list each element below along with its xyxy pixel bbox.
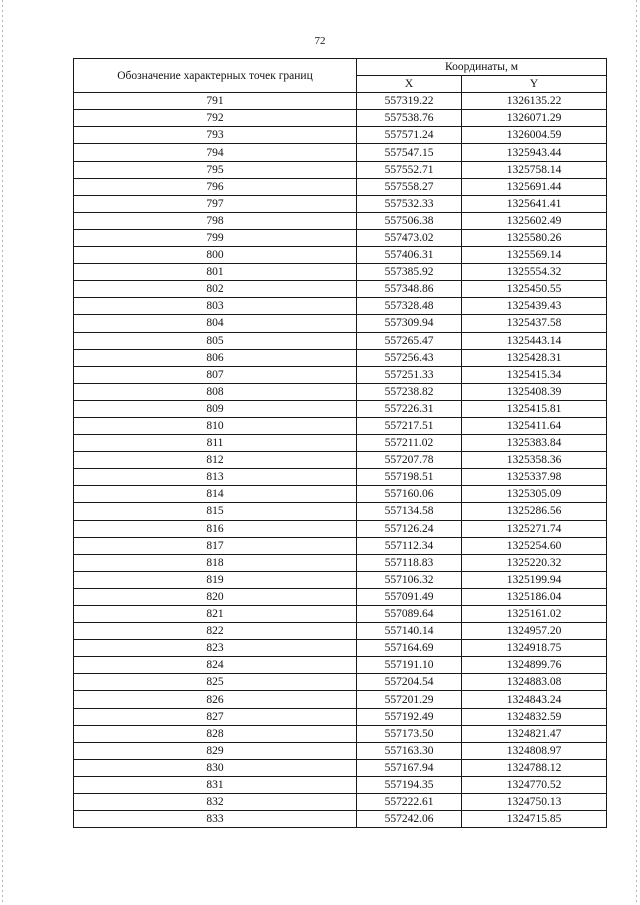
table-row <box>74 794 607 811</box>
cell-x: 557217.51 <box>357 417 462 434</box>
cell-x: 557126.24 <box>357 520 462 537</box>
cell-y: 1326135.22 <box>462 93 607 110</box>
cell-point: 798 <box>74 212 357 229</box>
cell-y: 1324715.85 <box>462 811 607 828</box>
table-row <box>74 400 607 417</box>
table-row <box>74 486 607 503</box>
cell-x: 557192.49 <box>357 708 462 725</box>
cell-x: 557538.76 <box>357 110 462 127</box>
cell-x: 557191.10 <box>357 657 462 674</box>
table-row <box>74 725 607 742</box>
cell-x: 557552.71 <box>357 161 462 178</box>
cell-y: 1325428.31 <box>462 349 607 366</box>
cell-y: 1325415.34 <box>462 366 607 383</box>
cell-point: 811 <box>74 435 357 452</box>
cell-y: 1325641.41 <box>462 195 607 212</box>
cell-point: 812 <box>74 452 357 469</box>
table-row <box>74 811 607 828</box>
cell-point: 799 <box>74 229 357 246</box>
table-row <box>74 110 607 127</box>
cell-point: 814 <box>74 486 357 503</box>
table-row <box>74 606 607 623</box>
cell-y: 1325569.14 <box>462 247 607 264</box>
cell-point: 807 <box>74 366 357 383</box>
table-row <box>74 144 607 161</box>
cell-y: 1325411.64 <box>462 417 607 434</box>
cell-y: 1325443.14 <box>462 332 607 349</box>
cell-point: 791 <box>74 93 357 110</box>
table-row <box>74 247 607 264</box>
cell-point: 819 <box>74 571 357 588</box>
cell-x: 557211.02 <box>357 435 462 452</box>
cell-x: 557089.64 <box>357 606 462 623</box>
table-row <box>74 366 607 383</box>
cell-y: 1325383.84 <box>462 435 607 452</box>
cell-point: 817 <box>74 537 357 554</box>
cell-x: 557558.27 <box>357 178 462 195</box>
cell-y: 1324821.47 <box>462 725 607 742</box>
cell-point: 816 <box>74 520 357 537</box>
cell-point: 825 <box>74 674 357 691</box>
cell-x: 557134.58 <box>357 503 462 520</box>
cell-point: 832 <box>74 794 357 811</box>
cell-x: 557385.92 <box>357 264 462 281</box>
cell-x: 557473.02 <box>357 229 462 246</box>
cell-y: 1325758.14 <box>462 161 607 178</box>
cell-y: 1325554.32 <box>462 264 607 281</box>
table-row <box>74 264 607 281</box>
cell-x: 557547.15 <box>357 144 462 161</box>
cell-x: 557238.82 <box>357 383 462 400</box>
cell-point: 818 <box>74 554 357 571</box>
cell-point: 821 <box>74 606 357 623</box>
scan-edge-right <box>636 0 637 905</box>
coordinates-table <box>73 58 607 828</box>
table-row <box>74 281 607 298</box>
table-body <box>74 93 607 828</box>
header-y: Y <box>462 76 607 93</box>
cell-y: 1324808.97 <box>462 742 607 759</box>
cell-point: 792 <box>74 110 357 127</box>
table-row <box>74 417 607 434</box>
header-points: Обозначение характерных точек границ <box>74 59 357 93</box>
cell-point: 833 <box>74 811 357 828</box>
cell-y: 1325408.39 <box>462 383 607 400</box>
table-row <box>74 383 607 400</box>
cell-point: 828 <box>74 725 357 742</box>
cell-x: 557194.35 <box>357 776 462 793</box>
table-row <box>74 229 607 246</box>
cell-y: 1325337.98 <box>462 469 607 486</box>
table-row <box>74 691 607 708</box>
cell-point: 805 <box>74 332 357 349</box>
table-row <box>74 452 607 469</box>
table-row <box>74 554 607 571</box>
cell-x: 557198.51 <box>357 469 462 486</box>
cell-point: 796 <box>74 178 357 195</box>
cell-y: 1324883.08 <box>462 674 607 691</box>
header-x: X <box>357 76 462 93</box>
cell-x: 557226.31 <box>357 400 462 417</box>
cell-y: 1325161.02 <box>462 606 607 623</box>
cell-point: 829 <box>74 742 357 759</box>
cell-point: 830 <box>74 759 357 776</box>
cell-y: 1325415.81 <box>462 400 607 417</box>
cell-x: 557173.50 <box>357 725 462 742</box>
table-row <box>74 674 607 691</box>
table-row <box>74 742 607 759</box>
cell-x: 557328.48 <box>357 298 462 315</box>
cell-y: 1325691.44 <box>462 178 607 195</box>
table-row <box>74 759 607 776</box>
table-row <box>74 469 607 486</box>
cell-x: 557163.30 <box>357 742 462 759</box>
cell-y: 1325199.94 <box>462 571 607 588</box>
cell-x: 557164.69 <box>357 640 462 657</box>
table-row <box>74 537 607 554</box>
table-row <box>74 503 607 520</box>
cell-x: 557506.38 <box>357 212 462 229</box>
cell-point: 826 <box>74 691 357 708</box>
cell-point: 824 <box>74 657 357 674</box>
table-row <box>74 315 607 332</box>
cell-x: 557309.94 <box>357 315 462 332</box>
cell-x: 557167.94 <box>357 759 462 776</box>
table-row <box>74 657 607 674</box>
table-row <box>74 708 607 725</box>
cell-x: 557201.29 <box>357 691 462 708</box>
cell-x: 557106.32 <box>357 571 462 588</box>
cell-point: 808 <box>74 383 357 400</box>
cell-y: 1325450.55 <box>462 281 607 298</box>
cell-y: 1325220.32 <box>462 554 607 571</box>
scan-edge-left <box>2 0 3 905</box>
cell-point: 815 <box>74 503 357 520</box>
cell-y: 1325602.49 <box>462 212 607 229</box>
cell-point: 823 <box>74 640 357 657</box>
table-row <box>74 93 607 110</box>
cell-y: 1325271.74 <box>462 520 607 537</box>
cell-y: 1325437.58 <box>462 315 607 332</box>
cell-y: 1325943.44 <box>462 144 607 161</box>
cell-y: 1324832.59 <box>462 708 607 725</box>
cell-point: 810 <box>74 417 357 434</box>
table-header <box>74 59 607 93</box>
cell-x: 557207.78 <box>357 452 462 469</box>
cell-y: 1325186.04 <box>462 588 607 605</box>
table-row <box>74 776 607 793</box>
cell-x: 557112.34 <box>357 537 462 554</box>
cell-x: 557160.06 <box>357 486 462 503</box>
table-row <box>74 588 607 605</box>
cell-point: 809 <box>74 400 357 417</box>
table-row <box>74 571 607 588</box>
cell-x: 557204.54 <box>357 674 462 691</box>
table-row <box>74 161 607 178</box>
table-row <box>74 520 607 537</box>
table-row <box>74 195 607 212</box>
cell-point: 822 <box>74 623 357 640</box>
cell-x: 557140.14 <box>357 623 462 640</box>
table-row <box>74 212 607 229</box>
header-coordinates: Координаты, м <box>357 59 607 76</box>
table-row <box>74 178 607 195</box>
cell-y: 1325580.26 <box>462 229 607 246</box>
cell-y: 1324957.20 <box>462 623 607 640</box>
cell-x: 557319.22 <box>357 93 462 110</box>
cell-point: 813 <box>74 469 357 486</box>
cell-x: 557118.83 <box>357 554 462 571</box>
table-row <box>74 623 607 640</box>
cell-y: 1325358.36 <box>462 452 607 469</box>
cell-y: 1325439.43 <box>462 298 607 315</box>
cell-point: 801 <box>74 264 357 281</box>
cell-point: 794 <box>74 144 357 161</box>
cell-point: 803 <box>74 298 357 315</box>
cell-x: 557251.33 <box>357 366 462 383</box>
table-row <box>74 332 607 349</box>
cell-point: 797 <box>74 195 357 212</box>
cell-point: 831 <box>74 776 357 793</box>
cell-x: 557348.86 <box>357 281 462 298</box>
cell-point: 802 <box>74 281 357 298</box>
cell-y: 1326071.29 <box>462 110 607 127</box>
table-row <box>74 435 607 452</box>
cell-x: 557222.61 <box>357 794 462 811</box>
table-row <box>74 127 607 144</box>
cell-y: 1324770.52 <box>462 776 607 793</box>
cell-y: 1324750.13 <box>462 794 607 811</box>
cell-x: 557265.47 <box>357 332 462 349</box>
cell-y: 1326004.59 <box>462 127 607 144</box>
cell-y: 1325305.09 <box>462 486 607 503</box>
table-row <box>74 349 607 366</box>
cell-x: 557091.49 <box>357 588 462 605</box>
cell-y: 1325254.60 <box>462 537 607 554</box>
cell-x: 557571.24 <box>357 127 462 144</box>
cell-x: 557406.31 <box>357 247 462 264</box>
cell-x: 557532.33 <box>357 195 462 212</box>
page-number: 72 <box>314 35 326 47</box>
cell-point: 793 <box>74 127 357 144</box>
cell-point: 795 <box>74 161 357 178</box>
cell-y: 1324899.76 <box>462 657 607 674</box>
cell-point: 800 <box>74 247 357 264</box>
cell-point: 804 <box>74 315 357 332</box>
cell-x: 557256.43 <box>357 349 462 366</box>
cell-y: 1324918.75 <box>462 640 607 657</box>
cell-y: 1324843.24 <box>462 691 607 708</box>
cell-point: 827 <box>74 708 357 725</box>
cell-y: 1325286.56 <box>462 503 607 520</box>
table-row <box>74 298 607 315</box>
cell-point: 820 <box>74 588 357 605</box>
table-row <box>74 640 607 657</box>
cell-point: 806 <box>74 349 357 366</box>
cell-x: 557242.06 <box>357 811 462 828</box>
cell-y: 1324788.12 <box>462 759 607 776</box>
